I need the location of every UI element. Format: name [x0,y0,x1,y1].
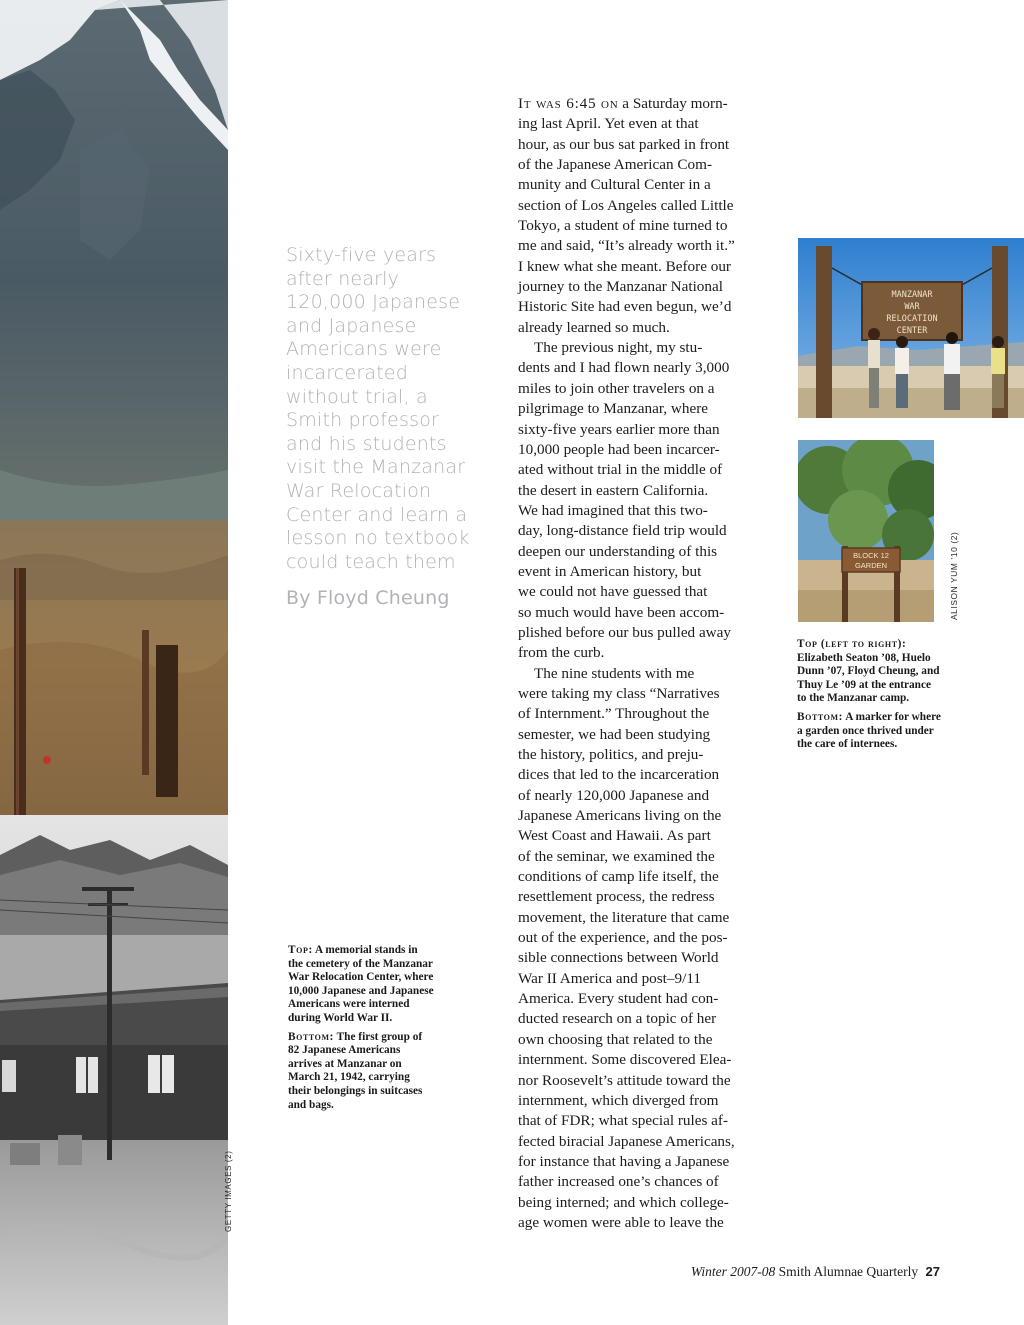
body-line: father increased one’s chances of [518,1173,719,1191]
body-line: sixty-five years earlier more than [518,420,720,438]
entrance-sign-illustration [798,238,1024,418]
body-line: being interned; and which college- [518,1193,729,1211]
body-line [518,94,758,114]
body-line: America. Every student had con- [518,990,719,1008]
body-line: The nine students with me [534,664,695,682]
caption-right [797,638,943,757]
deck-line: Smith professor [286,409,440,432]
body-line: the history, politics, and preju- [518,746,704,763]
body-line: I knew what she meant. Before our [518,257,731,275]
body-line: dents and I had flown nearly 3,000 [518,359,730,377]
caption-top [288,944,434,1026]
body-line: of the Japanese American Com- [518,156,712,174]
caption-label: Bottom: [288,1030,335,1043]
deck-line: could teach them [286,550,456,573]
photo-credit-left: GETTY IMAGES (2) [224,1150,233,1232]
body-line: sible connections between World [518,949,719,967]
caption-label: Top (left to right): [797,638,907,650]
body-line: section of Los Angeles called Little [518,196,734,214]
body-line: journey to the Manzanar National [518,278,723,296]
body-line: fected biracial Japanese Americans, [518,1132,735,1150]
body-line: ducted research on a topic of her [518,1010,717,1028]
body-line: the desert in eastern California. [518,481,709,499]
lead-in-caps: It was 6:45 on [518,95,619,112]
body-line: day, long-distance field trip would [518,522,727,540]
issue-date: Winter 2007-08 [690,1264,776,1279]
garden-marker-illustration [798,440,934,622]
body-line: semester, we had been studying [518,725,711,743]
caption-text: A memorial stands in the cemetery of the Manzanar War Relocation Center, where 10,000 Japanese and Japanese Americans were interned during World War II. [288,944,434,1024]
sign-text: MANZANAR [891,290,933,300]
body-line: deepen our understanding of this [518,542,718,560]
body-line: movement, the literature that came [518,908,730,926]
deck-line: lesson no textbook [286,527,470,550]
body-line: pilgrimage to Manzanar, where [518,400,708,418]
caption-bottom [288,1031,434,1113]
body-line: munity and Cultural Center in a [518,176,711,194]
sign-text: RELOCATION [886,314,938,324]
body-line: hour, as our bus sat parked in front [518,135,730,153]
body-line: internment. Some discovered Elea- [518,1051,732,1069]
body-line: West Coast and Hawaii. As part [518,827,711,845]
body-line: plished before our bus pulled away [518,623,731,641]
body-line: from the curb. [518,644,605,662]
body-line: 10,000 people had been incarcer- [518,440,720,458]
body-line: We had imagined that this two- [518,501,708,519]
body-line: event in American history, but [518,562,702,580]
caption-label: Top: [288,944,313,956]
article-body [518,94,758,1233]
body-line: were taking my class “Narratives [518,684,720,702]
memorial-photo-illustration [0,0,228,815]
caption-text: A marker for where a garden once thrived under the care of internees. [797,710,941,751]
entrance-sign-photo [798,238,1024,418]
body-line: Tokyo, a student of mine turned to [518,217,728,235]
body-line: ated without trial in the middle of [518,461,723,479]
body-line: age women were able to leave the [518,1213,724,1231]
caption-top [797,638,943,706]
body-line: internment, which diverged from [518,1091,719,1109]
body-line: that of FDR; what special rules af- [518,1112,729,1130]
deck-line: and Japanese [286,314,417,337]
caption-text: The first group of 82 Japanese Americans arrives at Manzanar on March 21, 1942, carrying their belongings in suitcases and bags. [288,1030,423,1111]
deck-line: and his students [286,432,447,455]
body-line: Japanese Americans living on the [518,807,722,825]
body-line: out of the experience, and the pos- [518,929,728,947]
body-line: dices that led to the incarceration [518,766,720,784]
body-line: ing last April. Yet even at that [518,115,699,133]
deck-line: after nearly [286,267,400,290]
deck-line: Center and learn a [286,503,468,526]
marker-text: GARDEN [854,561,888,570]
deck-line: 120,000 Japanese [286,291,461,314]
sign-text: WAR [904,302,920,312]
caption-text: Elizabeth Seaton ’08, Huelo Dunn ’07, Floyd Cheung, and Thuy Le ’09 at the entrance to the Manzanar camp. [797,651,940,705]
deck-line: War Relocation [286,479,432,502]
body-line: nor Roosevelt’s attitude toward the [518,1071,731,1089]
body-line: already learned so much. [518,318,670,336]
body-line: for instance that having a Japanese [518,1152,730,1170]
body-line: War II America and post–9/11 [518,969,701,987]
body-line: resettlement process, the redress [518,888,715,906]
deck-line: Americans were [286,338,442,361]
body-line: own choosing that related to the [518,1030,713,1048]
body-line: miles to join other travelers on a [518,379,715,397]
body-line: conditions of camp life itself, the [518,868,719,886]
body-line: of Internment.” Throughout the [518,705,710,723]
barracks-photo-illustration [0,815,228,1325]
deck-line: incarcerated [286,361,408,384]
photo-credit-right: ALISON YUM ’10 (2) [949,531,959,620]
page-number: 27 [925,1264,940,1279]
barracks-photo [0,815,228,1325]
deck-line: Sixty-five years [286,244,437,266]
body-line: so much would have been accom- [518,603,725,621]
article-deck [286,244,486,574]
body-line: we could not have guessed that [518,583,708,601]
byline: By Floyd Cheung [286,587,450,609]
garden-marker-photo [798,440,934,622]
magazine-name: Smith Alumnae Quarterly [778,1264,919,1279]
memorial-photo [0,0,228,815]
sign-text: CENTER [896,326,928,336]
page-folio [600,1264,940,1280]
marker-text: BLOCK 12 [853,551,889,560]
caption-bottom [797,711,943,752]
body-line: me and said, “It’s already worth it.” [518,237,735,255]
deck-line: visit the Manzanar [286,456,466,479]
deck-line: without trial, a [286,385,428,408]
caption-label: Bottom: [797,710,844,723]
body-line: Historic Site had even begun, we’d [518,298,732,316]
body-line: of the seminar, we examined the [518,847,715,865]
body-line: of nearly 120,000 Japanese and [518,786,710,804]
body-text-run: a Saturday morn- [618,95,728,112]
body-line: The previous night, my stu- [534,339,703,357]
caption-left [288,944,434,1117]
